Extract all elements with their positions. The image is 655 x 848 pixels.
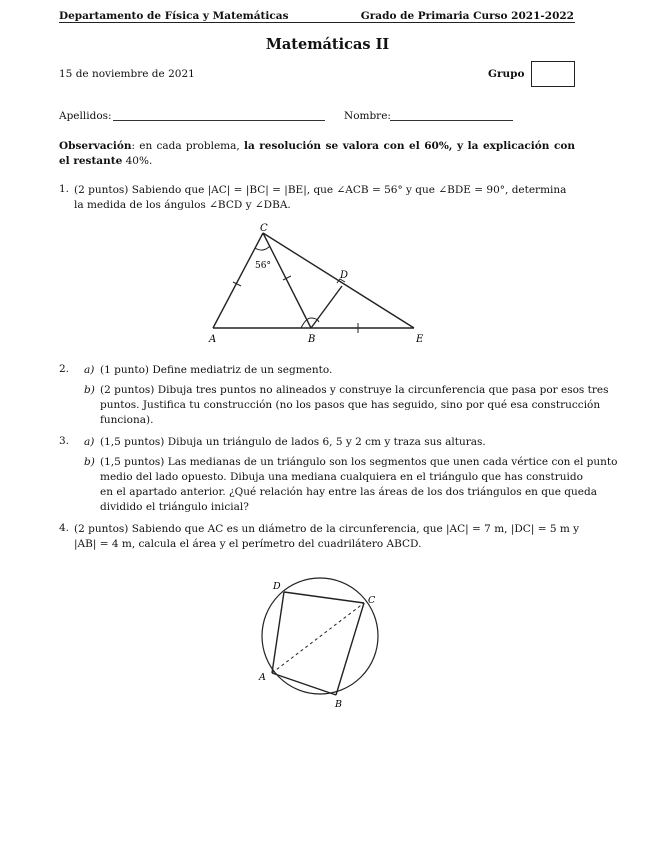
page-title: Matemáticas II bbox=[265, 36, 390, 53]
exam-date: 15 de noviembre de 2021 bbox=[59, 68, 195, 80]
problem-2a-label: a) bbox=[84, 364, 95, 376]
segment-ca bbox=[213, 233, 263, 328]
segment-dc bbox=[284, 592, 364, 603]
label-a: A bbox=[259, 672, 266, 683]
observation-label: Observación bbox=[59, 140, 132, 152]
problem-2-number: 2. bbox=[59, 363, 70, 375]
label-a: A bbox=[209, 334, 217, 345]
problem-1-line1: (2 puntos) Sabiendo que |AC| = |BC| = |BE|, que ∠ACB = 56° y que ∠BDE = 90°, determina bbox=[74, 184, 567, 196]
segment-cb bbox=[263, 233, 311, 328]
observation-end: 40%. bbox=[122, 155, 153, 167]
problem-3b-line2: medio del lado opuesto. Dibuja una mediana cualquiera en el triángulo que has construido bbox=[100, 471, 583, 483]
header-rule bbox=[59, 22, 575, 23]
angle-label-56: 56° bbox=[255, 261, 271, 271]
name-label: Nombre: bbox=[344, 110, 391, 122]
group-box[interactable] bbox=[531, 61, 575, 87]
circle-figure bbox=[250, 575, 390, 715]
problem-1-number: 1. bbox=[59, 183, 70, 195]
surname-label: Apellidos: bbox=[59, 110, 112, 122]
observation-note bbox=[59, 139, 575, 169]
label-b: B bbox=[308, 334, 316, 345]
group-label: Grupo bbox=[488, 68, 525, 80]
label-c: C bbox=[368, 595, 376, 606]
problem-2b-line2: puntos. Justifica tu construcción (no los pasos que has seguido, sino por qué esa construcción bbox=[100, 399, 601, 411]
problem-3a-label: a) bbox=[84, 436, 95, 448]
problem-2b-line3: funciona). bbox=[100, 414, 154, 426]
problem-4-number: 4. bbox=[59, 522, 70, 534]
label-e: E bbox=[416, 334, 424, 345]
label-d: D bbox=[273, 581, 281, 592]
angle-arc-c bbox=[255, 246, 270, 250]
label-c: C bbox=[260, 223, 268, 234]
observation-bold: la resolución se valora con el 60%, y la explicación con el restante bbox=[59, 140, 575, 167]
segment-cb bbox=[336, 603, 364, 695]
triangle-figure bbox=[200, 220, 440, 348]
header-course: Grado de Primaria Curso 2021-2022 bbox=[360, 10, 574, 22]
segment-ad bbox=[272, 592, 284, 673]
label-b: B bbox=[335, 699, 342, 710]
problem-2b-line1: (2 puntos) Dibuja tres puntos no alineados y construye la circunferencia que pasa por esos tres bbox=[100, 384, 609, 396]
problem-3b-line3: en el apartado anterior. ¿Qué relación hay entre las áreas de los dos triángulos en que queda bbox=[100, 486, 597, 498]
problem-2b-label: b) bbox=[84, 384, 95, 396]
surname-field[interactable] bbox=[113, 120, 325, 121]
problem-3b-line1: (1,5 puntos) Las medianas de un triángulo son los segmentos que unen cada vértice con el punto bbox=[100, 456, 618, 468]
problem-4-line1: (2 puntos) Sabiendo que AC es un diámetro de la circunferencia, que |AC| = 7 m, |DC| = 5 m y bbox=[74, 523, 580, 535]
name-field[interactable] bbox=[390, 120, 513, 121]
problem-2a-text: (1 punto) Define mediatriz de un segmento. bbox=[100, 364, 333, 376]
problem-3b-label: b) bbox=[84, 456, 95, 468]
label-d: D bbox=[340, 270, 349, 281]
problem-4-line2: |AB| = 4 m, calcula el área y el perímetro del cuadrilátero ABCD. bbox=[74, 538, 422, 550]
problem-3-number: 3. bbox=[59, 435, 70, 447]
problem-1-line2: la medida de los ángulos ∠BCD y ∠DBA. bbox=[74, 199, 291, 211]
problem-3b-line4: dividido el triángulo inicial? bbox=[100, 501, 249, 513]
segment-bd bbox=[311, 286, 342, 328]
diameter-ac bbox=[272, 603, 364, 673]
header-department: Departamento de Física y Matemáticas bbox=[59, 10, 289, 22]
problem-3a-text: (1,5 puntos) Dibuja un triángulo de lados 6, 5 y 2 cm y traza sus alturas. bbox=[100, 436, 486, 448]
observation-text: : en cada problema, bbox=[131, 140, 244, 152]
